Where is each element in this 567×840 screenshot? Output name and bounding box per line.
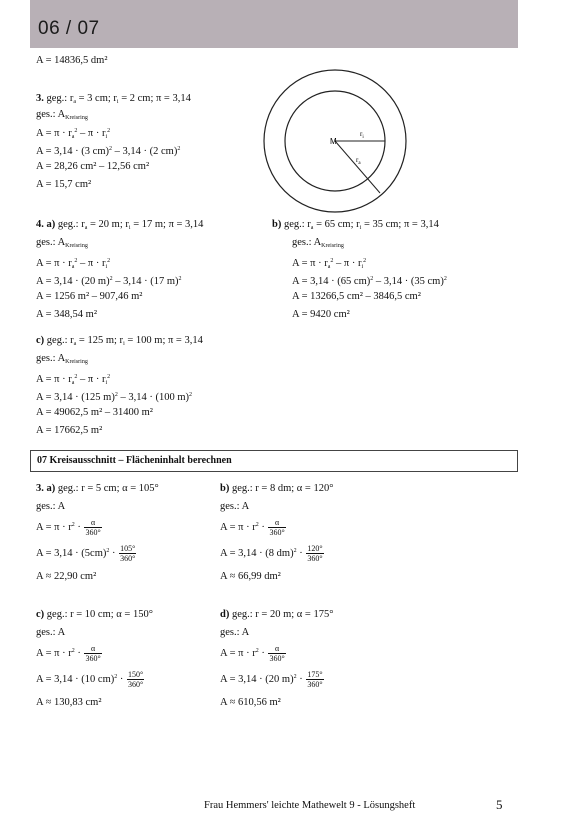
s7a-formula: $A = \pi \cdot r^2$ · $\frac{\alpha}{360^\circ}$ xyxy=(36,518,101,538)
s7c-substitution: A = 3,14 · (10 cm)$^2$ · $\frac{150^\circ}{360^\circ}$ xyxy=(36,670,144,690)
inner-radius-label: $r_i$ xyxy=(360,130,364,140)
s7a-substitution: $A = 3,14 \cdot (5cm)^2$ · $\frac{105^\circ}{360^\circ}$ xyxy=(36,544,136,564)
s7c-formula: $A = \pi \cdot r^2$ · $\frac{\alpha}{360^\circ}$ xyxy=(36,644,101,664)
ex4b-result: A = 9420 cm² xyxy=(292,309,350,320)
ex4c-step: A = 49062,5 m² – 31400 m² xyxy=(36,407,153,418)
ex4a-substitution: A = 3,14 · (20 m)$^2$ – 3,14 · (17 m)$^2$ xyxy=(36,276,182,287)
ex3-step: A = 28,26 cm² – 12,56 cm² xyxy=(36,161,150,172)
s7b-substitution: A = 3,14 · (8 dm)$^2$ · $\frac{120^\circ}{360^\circ}$ xyxy=(220,544,323,564)
ex4b-formula: $A = \pi \cdot r_a^2 - \pi \cdot r_i^2$ xyxy=(292,258,367,270)
annulus-diagram xyxy=(260,66,410,216)
ex4b-substitution: A = 3,14 · (65 cm)$^2$ – 3,14 · (35 cm)$^2$ xyxy=(292,276,447,287)
ex4c-formula: $A = \pi \cdot r_a^2 - \pi \cdot r_i^2$ xyxy=(36,374,111,386)
s7b-formula: $A = \pi \cdot r^2$ · $\frac{\alpha}{360^\circ}$ xyxy=(220,518,285,538)
s7a-result: A ≈ 22,90 cm² xyxy=(36,571,97,582)
s7b-result: A ≈ 66,99 dm² xyxy=(220,571,281,582)
s7b-sought: ges.: A xyxy=(220,501,250,512)
section-07-title: 07 Kreisausschnitt – Flächeninhalt berechnen xyxy=(37,455,232,466)
ex4c-sought: ges.: $A_{Kreisring}$ xyxy=(36,353,88,365)
s7d-result: A ≈ 610,56 m² xyxy=(220,697,281,708)
ex4a-sought: ges.: $A_{Kreisring}$ xyxy=(36,237,88,249)
ex4a-given: 4. a) geg.: $r_a = 20$ m; $r_i = 17$ m; π = 3,14 xyxy=(36,219,204,231)
ex4c-result: A = 17662,5 m² xyxy=(36,425,103,436)
ex4b-sought: ges.: $A_{Kreisring}$ xyxy=(292,237,344,249)
ex3-given: 3. geg.: $r_a = 3$ cm; $r_i = 2$ cm; π = 3,14 xyxy=(36,93,191,105)
s7a-sought: ges.: A xyxy=(36,501,66,512)
ex3-result: A = 15,7 cm² xyxy=(36,179,92,190)
s7c-sought: ges.: A xyxy=(36,627,66,638)
s7c-result: A ≈ 130,83 cm² xyxy=(36,697,102,708)
footer-text: Frau Hemmers' leichte Mathewelt 9 - Lösungsheft xyxy=(204,800,416,811)
ex4c-substitution: A = 3,14 · (125 m)$^2$ – 3,14 · (100 m)$^2$ xyxy=(36,392,193,403)
page-header xyxy=(30,0,518,48)
center-mark: M xyxy=(330,137,337,146)
s7d-formula: $A = \pi \cdot r^2$ · $\frac{\alpha}{360^\circ}$ xyxy=(220,644,285,664)
ex4c-given: c) geg.: $r_a = 125$ m; $r_i = 100$ m; π = 3,14 xyxy=(36,335,203,347)
s7d-sought: ges.: A xyxy=(220,627,250,638)
ex3-formula: $A = \pi \cdot r_a^2 - \pi \cdot r_i^2$ xyxy=(36,128,111,140)
page-number: 5 xyxy=(496,797,503,812)
ex4a-result: A = 348,54 m² xyxy=(36,309,97,320)
outer-radius-label: $r_a$ xyxy=(356,156,361,166)
ex4b-given: b) geg.: $r_a = 65$ cm; $r_i = 35$ cm; π = 3,14 xyxy=(272,219,439,231)
s7c-given: c) geg.: r = 10 cm; α = 150° xyxy=(36,609,153,620)
ex4b-step: A = 13266,5 cm² – 3846,5 cm² xyxy=(292,291,421,302)
s7d-given: d) geg.: r = 20 m; α = 175° xyxy=(220,609,334,620)
s7d-substitution: A = 3,14 · (20 m)$^2$ · $\frac{175^\circ}{360^\circ}$ xyxy=(220,670,323,690)
ex3-substitution: A = 3,14 · (3 cm)$^2$ – 3,14 · (2 cm)$^2$ xyxy=(36,146,181,157)
page-range: 06 / 07 xyxy=(38,18,100,39)
s7b-given: b) geg.: r = 8 dm; α = 120° xyxy=(220,483,334,494)
ex4a-step: A = 1256 m² – 907,46 m² xyxy=(36,291,143,302)
top-result: A = 14836,5 dm² xyxy=(36,55,108,66)
ex4a-formula: $A = \pi \cdot r_a^2 - \pi \cdot r_i^2$ xyxy=(36,258,111,270)
section-07-header xyxy=(30,450,518,472)
s7a-given: 3. a) geg.: r = 5 cm; α = 105° xyxy=(36,483,159,494)
ex3-sought: ges.: $A_{Kreisring}$ xyxy=(36,109,88,121)
